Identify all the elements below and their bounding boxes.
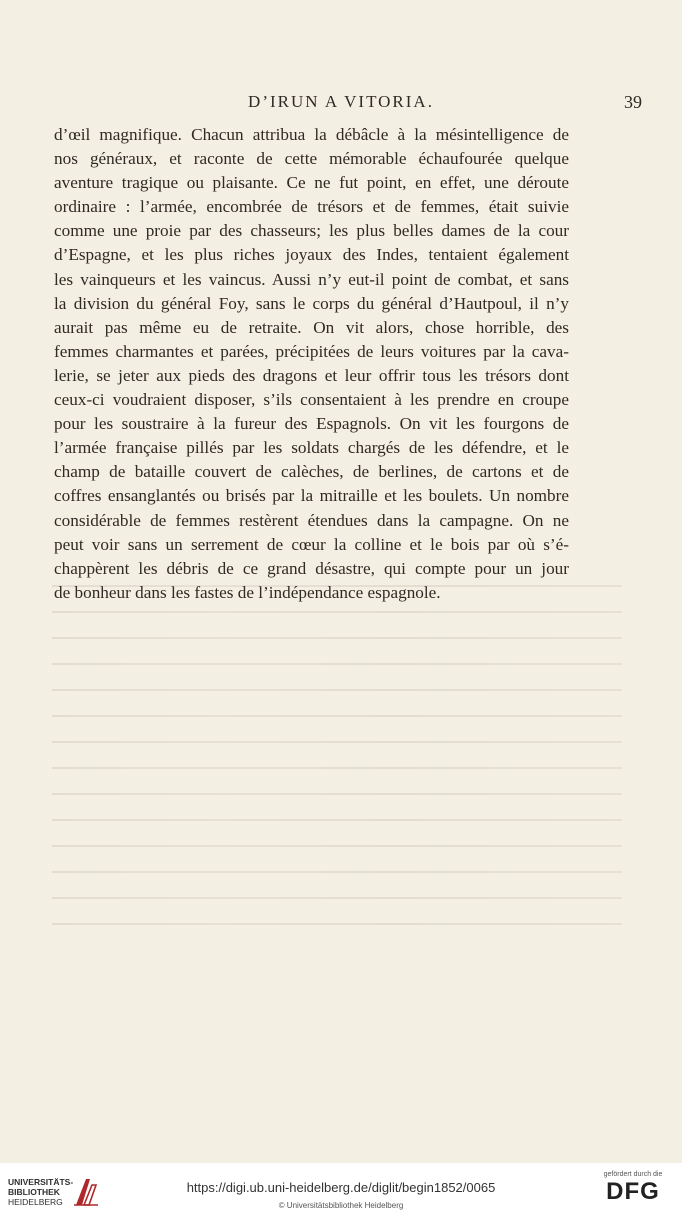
running-head-title: D’IRUN A VITORIA.	[248, 92, 434, 111]
page-number: 39	[624, 92, 642, 112]
text-line: coffres ensanglantés ou brisés par la mitraille et les boulets. Un nombre	[54, 486, 569, 506]
text-line: nos généraux, et raconte de cette mémorable échaufourée quelque	[54, 149, 569, 169]
viewer-footer	[0, 1163, 682, 1219]
running-head	[40, 92, 642, 118]
text-line: l’armée française pillés par les soldats chargés de les défendre, et le	[54, 438, 569, 458]
library-name-line2: BIBLIOTHEK	[8, 1187, 60, 1197]
dfg-funding-logo[interactable]	[598, 1171, 668, 1215]
library-name-line3: HEIDELBERG	[8, 1197, 63, 1207]
permalink-url[interactable]: https://digi.ub.uni-heidelberg.de/diglit/begin1852/0065	[186, 1180, 496, 1195]
dfg-wordmark: DFG	[606, 1178, 660, 1205]
text-line: pour les soustraire à la fureur des Espagnols. On vit les fourgons de	[54, 414, 569, 434]
body-paragraph	[54, 123, 569, 605]
text-line: champ de bataille couvert de calèches, de berlines, de cartons et de	[54, 462, 569, 482]
bleed-through-text	[52, 585, 622, 965]
library-name-line1: UNIVERSITÄTS-	[8, 1177, 74, 1187]
text-line: aurait pas même eu de retraite. On vit alors, chose horrible, des	[54, 317, 569, 337]
text-line: ordinaire : l’armée, encombrée de trésors et de femmes, était suivie	[54, 197, 569, 217]
text-line: de bonheur dans les fastes de l’indépendance espagnole.	[54, 582, 441, 602]
text-line: la division du général Foy, sans le corps du général d’Hautpoul, il n’y	[54, 293, 569, 313]
text-line: d’Espagne, et les plus riches joyaux des Indes, tentaient également	[54, 245, 569, 265]
text-line: aventure tragique ou plaisante. Ce ne fut point, en effet, une déroute	[54, 173, 569, 193]
copyright-notice: © Universitätsbibliothek Heidelberg	[278, 1201, 404, 1210]
dfg-caption: gefördert durch die	[603, 1171, 663, 1178]
text-line: d’œil magnifique. Chacun attribua la débâcle à la mésintelligence de	[54, 125, 569, 144]
text-line: lerie, se jeter aux pieds des dragons et leur offrir tous les trésors dont	[54, 365, 569, 385]
text-line: femmes charmantes et parées, précipitées de leurs voitures par la cava-	[54, 341, 569, 361]
text-line: peut voir sans un serrement de cœur la colline et le bois par où s’é-	[54, 534, 569, 554]
text-line: chappèrent les débris de ce grand désastre, qui compte pour un jour	[54, 558, 569, 578]
text-line: les vainqueurs et les vaincus. Aussi n’y eut-il point de combat, et sans	[54, 269, 569, 289]
text-line: comme une proie par des chasseurs; les plus belles dames de la cour	[54, 221, 569, 241]
text-line: considérable de femmes restèrent étendues dans la campagne. On ne	[54, 510, 569, 530]
text-line: ceux-ci voudraient disposer, s’ils consentaient à les prendre en croupe	[54, 390, 569, 410]
